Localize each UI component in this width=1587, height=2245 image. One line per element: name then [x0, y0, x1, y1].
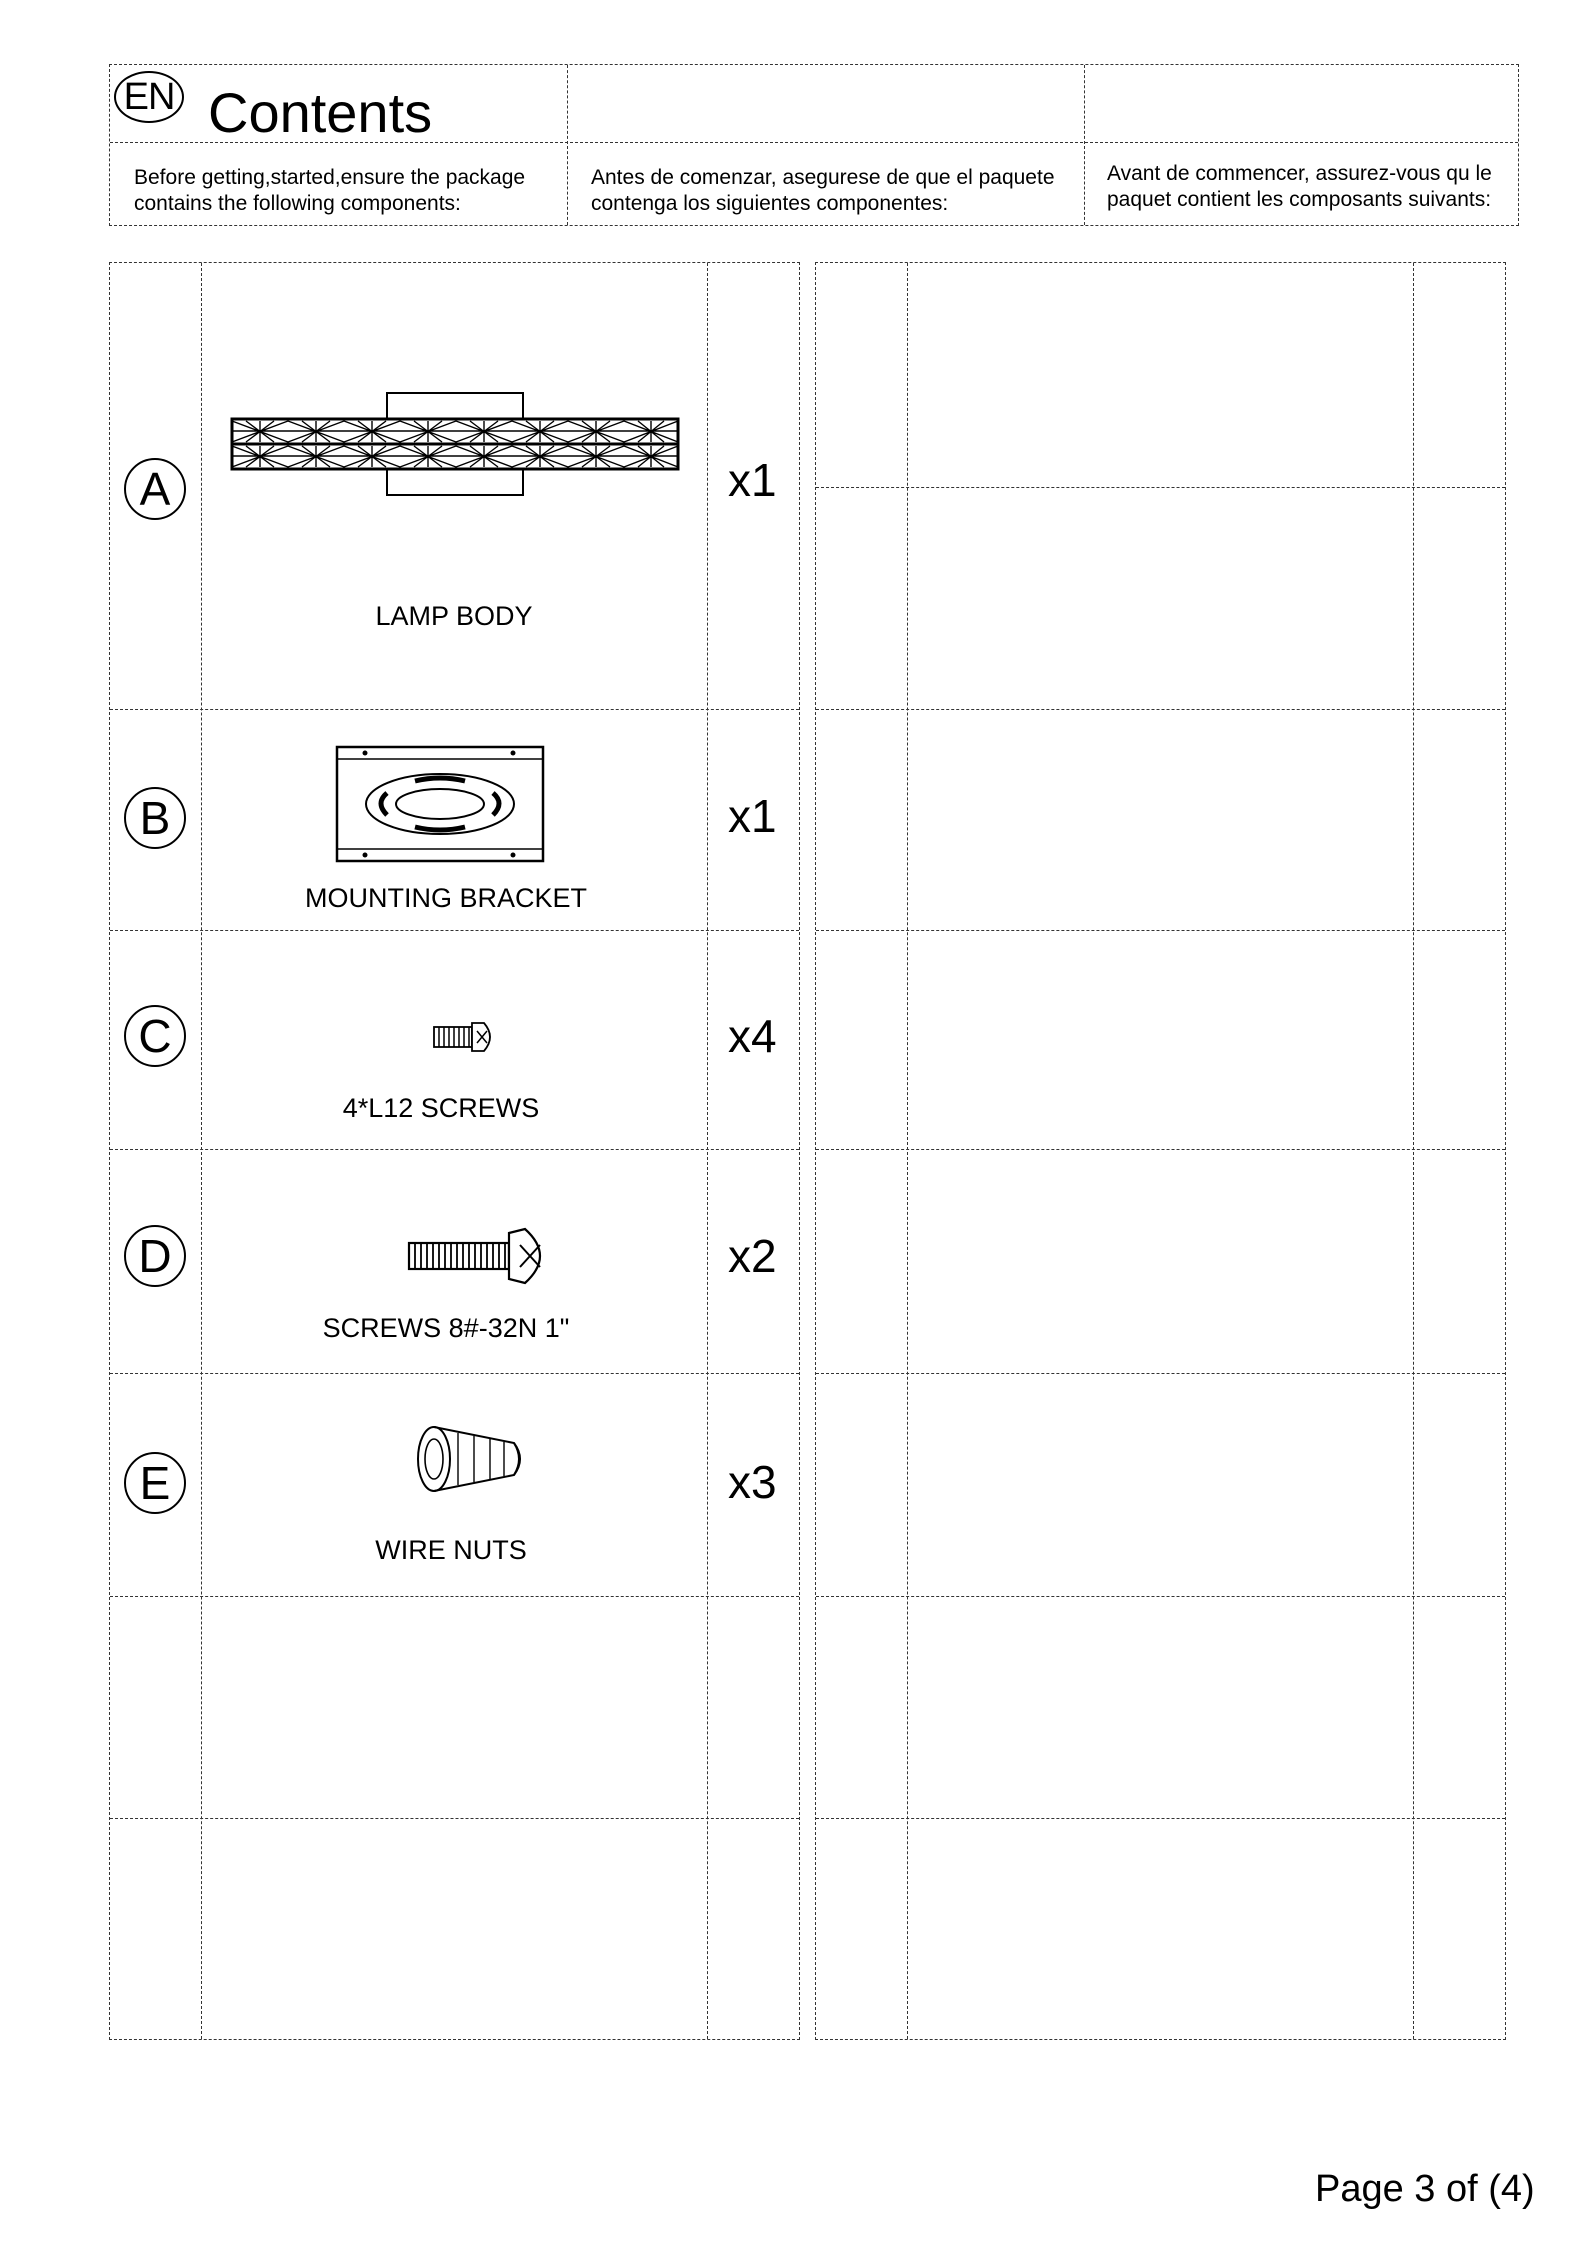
lamp-body-icon: [230, 389, 690, 499]
intro-english: Before getting,started,ensure the package contains the following components:: [134, 166, 526, 215]
item-name-a: LAMP BODY: [375, 601, 533, 631]
small-screw-icon: [432, 1019, 498, 1055]
intro-french: Avant de commencer, assurez-vous qu le paquet contient les composants suivants:: [1107, 162, 1492, 211]
contents-header-table: [109, 64, 1519, 226]
item-letter-d: D: [124, 1225, 186, 1287]
page-number: Page 3 of (4): [1315, 2168, 1535, 2210]
item-letter-a: A: [124, 458, 186, 520]
wire-nut-icon: [414, 1423, 534, 1495]
page-title: Contents: [208, 81, 433, 144]
item-name-b: MOUNTING BRACKET: [304, 883, 587, 913]
long-screw-icon: [407, 1225, 557, 1287]
item-name-d: SCREWS 8#-32N 1": [322, 1313, 570, 1343]
item-qty-b: x1: [728, 790, 777, 842]
components-table-left: [109, 262, 800, 2040]
item-qty-a: x1: [728, 454, 777, 506]
item-letter-e: E: [124, 1452, 186, 1514]
item-letter-b: B: [124, 787, 186, 849]
components-table-right: [815, 262, 1506, 2040]
item-qty-d: x2: [728, 1230, 777, 1282]
item-name-e: WIRE NUTS: [375, 1535, 527, 1565]
item-qty-c: x4: [728, 1010, 777, 1062]
item-qty-e: x3: [728, 1456, 777, 1508]
item-letter-c: C: [124, 1005, 186, 1067]
language-badge: EN: [114, 71, 184, 123]
intro-spanish: Antes de comenzar, asegurese de que el paquete contenga los siguientes componentes:: [591, 166, 1055, 215]
mounting-bracket-icon: [335, 745, 545, 863]
item-name-c: 4*L12 SCREWS: [342, 1093, 540, 1123]
